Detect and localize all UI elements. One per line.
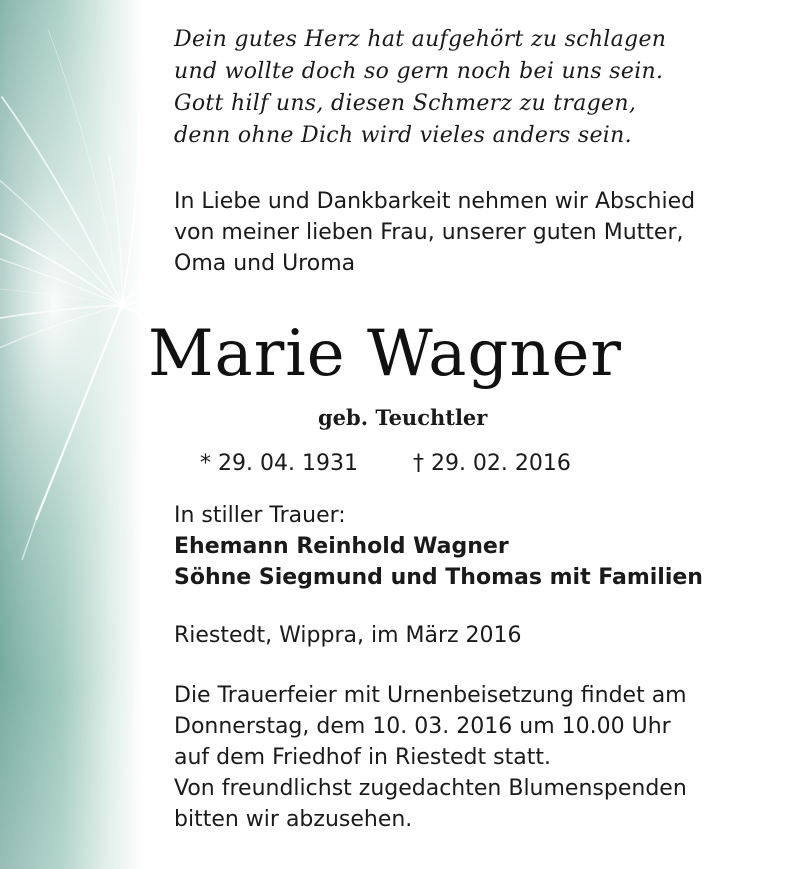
poem-line: denn ohne Dich wird vieles anders sein. (174, 123, 632, 148)
intro-line: Oma und Uroma (174, 251, 356, 276)
obituary-text (148, 24, 774, 832)
poem-line: und wollte doch so gern noch bei uns sein. (174, 59, 664, 84)
poem-line: Gott hilf uns, diesen Schmerz zu tragen, (174, 91, 637, 116)
mourners-section (174, 500, 703, 593)
funeral-line: bitten wir abzusehen. (174, 807, 413, 832)
poem (174, 24, 774, 152)
funeral-info (174, 680, 687, 835)
poem-line: Dein gutes Herz hat aufgehört zu schlagen (174, 27, 667, 52)
birth-date: * 29. 04. 1931 (200, 451, 358, 476)
mourners-heading: In stiller Trauer: (174, 503, 346, 528)
life-dates (200, 449, 571, 479)
intro-line: von meiner lieben Frau, unserer guten Mutter, (174, 220, 684, 245)
intro-line: In Liebe und Dankbarkeit nehmen wir Abschied (174, 189, 696, 214)
maiden-name: geb. Teuchtler (318, 405, 488, 430)
funeral-line: Donnerstag, dem 10. 03. 2016 um 10.00 Uhr (174, 714, 671, 739)
farewell-intro (174, 186, 695, 279)
funeral-line: Von freundlichst zugedachten Blumenspenden (174, 776, 687, 801)
deceased-name: Marie Wagner (148, 317, 622, 391)
place-date: Riestedt, Wippra, im März 2016 (174, 623, 522, 648)
funeral-line: Die Trauerfeier mit Urnenbeisetzung findet am (174, 683, 687, 708)
mourner-line: Ehemann Reinhold Wagner (174, 534, 509, 559)
mourner-line: Söhne Siegmund und Thomas mit Familien (174, 565, 703, 590)
funeral-line: auf dem Friedhof in Riestedt statt. (174, 745, 551, 770)
death-date: † 29. 02. 2016 (412, 451, 571, 476)
